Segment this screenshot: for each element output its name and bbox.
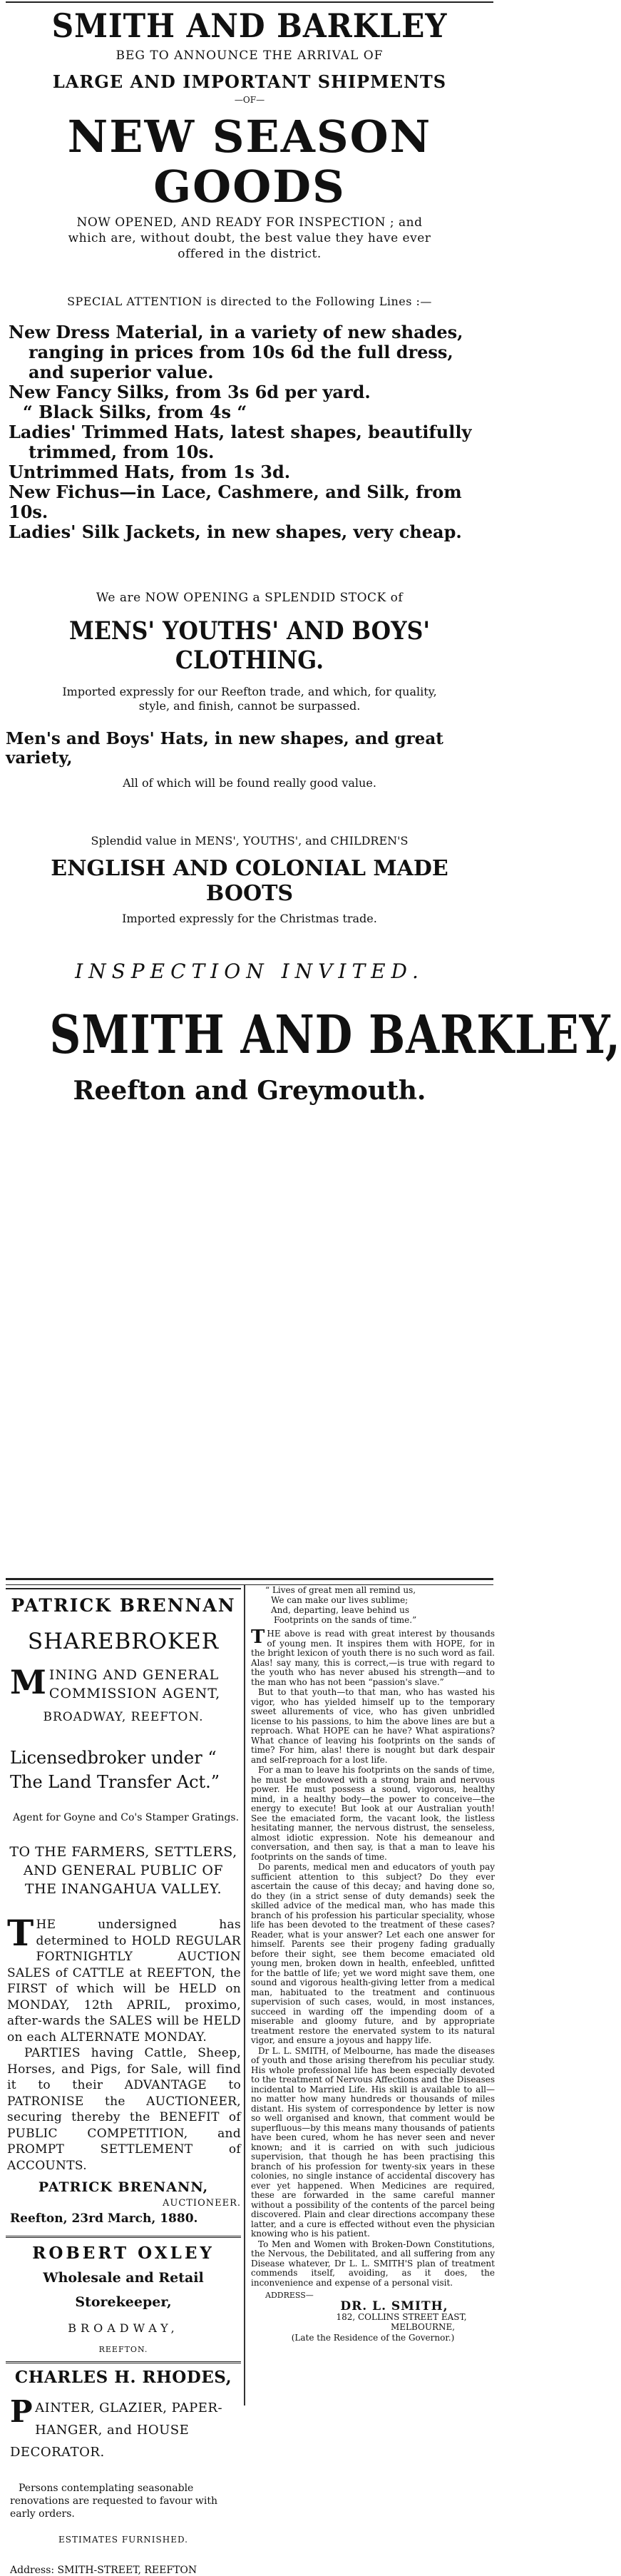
paragraph-4: Do parents, medical men and educators of youth pay sufficient attention to this subject? Do they ever ascertain the cause of this decay; and having done so, do they (in a strict sense of duty demands) seek the skilled advice of the medical man, who has made this branch of his profession his particular speciality, whose life has been devoted to the treatment of these cases? Reader, what is your answer? Let each one answer for himself. Parents see their progeny fading gradually before their sight, see them become emaciated old young men, broken down in health, enfeebled, unfitted for the battle of life; yet we word might save them, one sound and vigorous health-giving letter from a medical man, habituated to the treatment and continuous supervision of such cases, would, in most instances, succeed in warding off the impending doom of a miserable and gloomy future, and by appropriate treatment restore the enervated system to its natural vigor, and ensure a joyous and happy life. [251, 1862, 495, 2045]
rhodes-address: Address: SMITH-STREET, REEFTON [10, 2565, 197, 2576]
oxley-town: REEFTON. [98, 2345, 148, 2354]
now-opened-text: NOW OPENED, AND READY FOR INSPECTION ; and which are, without doubt, the best value they have ever offered in the district. [68, 215, 431, 261]
rhodes-name: CHARLES H. RHODES, [14, 2368, 232, 2387]
christmas-trade: Imported expressly for the Christmas trade. [122, 912, 377, 925]
announce-line: BEG TO ANNOUNCE THE ARRIVAL OF [116, 49, 384, 63]
rule-rhodes [6, 2361, 241, 2366]
imported-reefton: Imported expressly for our Reefton trade, and which, for quality, style, and finish, cannot be surpassed. [62, 685, 437, 713]
double-rule [6, 1578, 493, 1585]
inspection-invited: INSPECTION INVITED. [75, 959, 424, 983]
brennan-signature: PATRICK BRENANN, [38, 2179, 209, 2195]
left-column [6, 1585, 241, 2576]
right-column [251, 1585, 495, 2343]
mens-clothing: MENS' YOUTHS' AND BOYS' CLOTHING. [68, 616, 431, 675]
doctor-city: MELBOURNE, [390, 2321, 456, 2332]
mens-hats: Men's and Boys' Hats, in new shapes, and great variety, [6, 729, 443, 768]
rhodes-trade [6, 2394, 241, 2463]
agent-text: INING AND GENERAL COMMISSION AGENT, [48, 1667, 221, 1701]
reefton-greymouth: Reefton and Greymouth. [73, 1076, 426, 1106]
brennan-date: Reefton, 23rd March, 1880. [10, 2211, 198, 2226]
parties-text: PARTIES having Cattle, Sheep, Horses, and Pigs, for Sale, will find it to their ADVANTAGE to PATRONISE the AUCTIONEER, securing thereby the BENEFIT of PUBLIC COMPETITION, and PROMPT SETTLEMENT of ACCOUNTS. [7, 2046, 241, 2173]
address-label: ADDRESS— [265, 2291, 314, 2300]
drop-cap-t-right: T [251, 1626, 265, 1648]
new-season-goods: NEW SEASON GOODS [67, 111, 432, 213]
line-fichus: New Fichus—in Lace, Cashmere, and Silk, from 10s. [9, 482, 462, 522]
poem-line-2: We can make our lives sublime; [271, 1595, 409, 1605]
all-good-value: All of which will be found really good value. [123, 776, 376, 790]
commission-agent [6, 1663, 241, 1703]
paragraph-1 [251, 1626, 495, 1687]
rhodes-trade-text: AINTER, GLAZIER, PAPER-HANGER, and HOUSE DECORATOR. [10, 2401, 223, 2460]
estimates: ESTIMATES FURNISHED. [58, 2535, 188, 2545]
paragraph-6: To Men and Women with Broken-Down Constitutions, the Nervous, the Debilitated, and all suffering from any Disease whatever, Dr L. L. SMITH'S plan of treatment commends itself, avoiding, as it does, the inconvenience and expense of a personal visit. [251, 2239, 495, 2288]
ad-title: SMITH AND BARKLEY [51, 6, 448, 45]
notice-body [251, 1626, 495, 2288]
poem-line-4: Footprints on the sands of time.” [274, 1615, 417, 1625]
auctioneer-label: AUCTIONEER. [162, 2198, 241, 2209]
licensed-broker: Licensedbroker under “ The Land Transfer Act.” [10, 1748, 220, 1792]
poem [251, 1585, 495, 1625]
of-separator: —OF— [234, 95, 265, 105]
line-untrimmed-hats: Untrimmed Hats, from 1s 3d. [9, 462, 291, 482]
sharebroker: SHAREBROKER [27, 1629, 220, 1654]
line-trimmed-hats: Ladies' Trimmed Hats, latest shapes, beautifully trimmed, from 10s. [9, 422, 472, 462]
auction-body [6, 1912, 241, 2045]
drop-cap-p: P [10, 2394, 34, 2429]
oxley-street: BROADWAY, [68, 2321, 179, 2335]
english-colonial-boots: ENGLISH AND COLONIAL MADE BOOTS [51, 856, 448, 906]
line-dress-material: New Dress Material, in a variety of new shades, ranging in prices from 10s 6d the full dress, and superior value. [9, 322, 463, 382]
big-title: SMITH AND BARKLEY, [49, 1004, 621, 1066]
drop-cap-t: T [7, 1912, 34, 1954]
poem-line-1: “ Lives of great men all remind us, [265, 1585, 416, 1595]
to-farmers: TO THE FARMERS, SETTLERS, AND GENERAL PUBLIC OF THE INANGAHUA VALLEY. [9, 1844, 237, 1897]
doctor-street: 182, COLLINS STREET EAST, [336, 2312, 467, 2322]
splendid-value: Splendid value in MENS', YOUTHS', and CHILDREN'S [91, 834, 409, 847]
rule-oxley [6, 2236, 241, 2241]
paragraph-5: Dr L. L. SMITH, of Melbourne, has made the diseases of youth and those arising therefrom his peculiar study. His whole professional life has been especially devoted to the treatment of Nervous Affections and the Diseases incidental to Married Life. His skill is available to all—no matter how many hundreds or thousands of miles distant. His system of correspondence by letter is now so well organised and known, that comment would be superfluous—by this means many thousands of patients have been cured, whom he has never seen and never known; and it is carried on with such judicious supervision, that though he has been practising this branch of his profession for twenty-six years in these colonies, no single instance of accidental discovery has ever yet happened. When Medicines are required, these are forwarded in the same careful manner without a possibility of the contents of the parcel being discovered. Plain and clear directions accompany these latter, and a cure is effected without even the physician knowing who is his patient. [251, 2045, 495, 2239]
drop-cap-m: M [10, 1663, 47, 1701]
column-rule [6, 1588, 241, 1589]
rhodes-persons: Persons contemplating seasonable renovations are requested to favour with early orders. [10, 2483, 218, 2520]
brennan-name: PATRICK BRENNAN [11, 1595, 236, 1616]
line-black-silks: “ Black Silks, from 4s “ [23, 402, 247, 422]
doctor-residence: (Late the Residence of the Governor.) [291, 2333, 455, 2343]
line-fancy-silks: New Fancy Silks, from 3s 6d per yard. [9, 382, 371, 402]
paragraph-3: For a man to leave his footprints on the sands of time, he must be endowed with a strong brain and nervous power. He must possess a sound, vigorous, healthy mind, in a healthy body—the power to conceive—the energy to execute! But look at our Australian youth! See the emaciated form, the vacant look, the listless hesitating manner, the nervous distrust, the senseless, almost idiotic expression. Note his demeanour and conversation, and then say, is that a man to leave his footprints on the sands of time. [251, 1765, 495, 1862]
column-divider [244, 1585, 245, 2406]
smith-barkley-advertisement [6, 0, 621, 1106]
doctor-name: DR. L. SMITH, [340, 2298, 448, 2313]
now-opening: We are NOW OPENING a SPLENDID STOCK of [96, 591, 404, 605]
auction-body-text: HE undersigned has determined to HOLD REGULAR FORTNIGHTLY AUCTION SALES of CATTLE at REEFTON, the FIRST of which will be HELD on MONDAY, 12th APRIL, proximo, after-wards the SALES will be HELD on each ALTERNATE MONDAY. [7, 1918, 241, 2045]
large-shipments: LARGE AND IMPORTANT SHIPMENTS [52, 71, 447, 92]
brennan-address: BROADWAY, REEFTON. [43, 1710, 204, 1724]
line-silk-jackets: Ladies' Silk Jackets, in new shapes, very cheap. [9, 521, 462, 542]
poem-line-3: And, departing, leave behind us [271, 1605, 410, 1615]
paragraph-2: But to that youth—to that man, who has wasted his vigor, who has yielded himself up to the temporary sweet allurements of vice, who has given unbridled license to his passions, to him the above lines are but a reproach. What HOPE can he have? What aspirations? What chance of leaving his footprints on the sands of time? For him, alas! there is nought but dark despair and self-reproach for a lost life. [251, 1687, 495, 1765]
agent-for-goyne: Agent for Goyne and Co's Stamper Gratings. [13, 1812, 240, 1823]
special-attention: SPECIAL ATTENTION is directed to the Following Lines :— [67, 295, 432, 308]
paragraph-1-text: HE above is read with great interest by thousands of young men. It inspires them with HOPE, for in the bright lexicon of youth there is no such word as fail. Alas! say many, this is correct,—is true with regard to the youth who has never abused his strength—and to the man who has not been “passion's slave.” [251, 1629, 495, 1687]
oxley-name: ROBERT OXLEY [32, 2244, 215, 2263]
oxley-role: Wholesale and Retail Storekeeper, [43, 2270, 204, 2310]
goods-lines [6, 322, 493, 542]
